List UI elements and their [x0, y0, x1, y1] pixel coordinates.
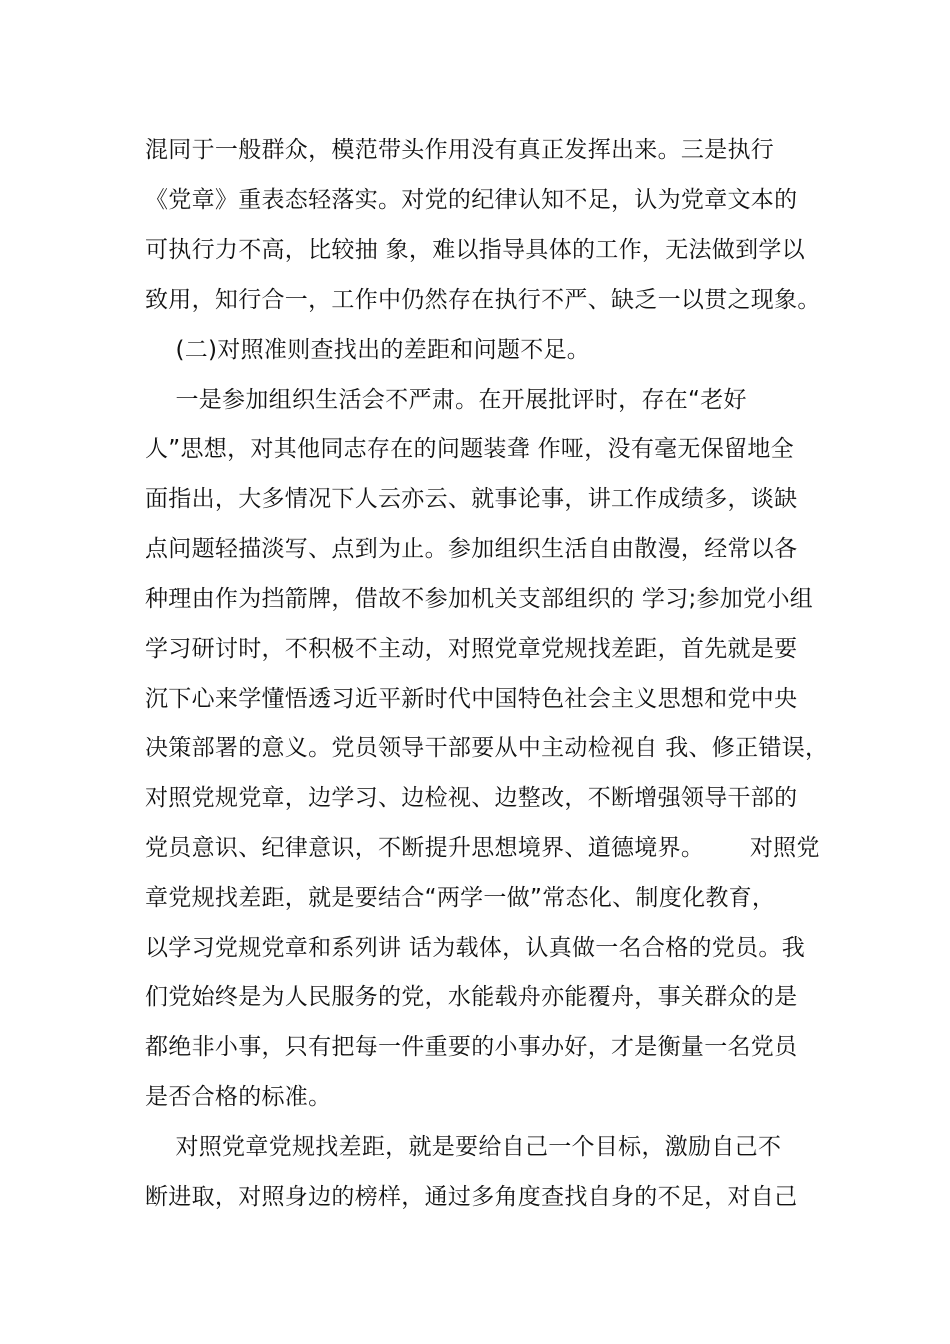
text-line: 以学习党规党章和系列讲 话为载体，认真做一名合格的党员。我 [145, 935, 806, 961]
text-line: 决策部署的意义。党员领导干部要从中主动检视自 我、修正错误， [145, 735, 829, 761]
text-line: 沉下心来学懂悟透习近平新时代中国特色社会主义思想和党中央 [145, 686, 798, 712]
text-line: 们党始终是为人民服务的党，水能载舟亦能覆舟，事关群众的是 [145, 984, 798, 1010]
text-line: 致用，知行合一，工作中仍然存在执行不严、缺乏一以贯之现象。 [145, 287, 821, 313]
text-line: 混同于一般群众，模范带头作用没有真正发挥出来。三是执行 [145, 137, 775, 163]
text-line: 点问题轻描淡写、点到为止。参加组织生活自由散漫，经常以各 [145, 536, 798, 562]
text-line: 对照党章党规找差距，就是要给自己一个目标，激励自己不 [145, 1134, 782, 1160]
text-line: 《党章》重表态轻落实。对党的纪律认知不足，认为党章文本的 [145, 187, 798, 213]
text-line: 人”思想，对其他同志存在的问题装聋 作哑，没有毫无保留地全 [145, 436, 794, 462]
text-line: 对照党规党章，边学习、边检视、边整改，不断增强领导干部的 [145, 785, 798, 811]
section-heading: (二)对照准则查找出的差距和问题不足。 [145, 337, 591, 363]
text-line: 学习研讨时，不积极不主动，对照党章党规找差距，首先就是要 [145, 636, 798, 662]
text-line: 面指出，大多情况下人云亦云、就事论事，讲工作成绩多，谈缺 [145, 486, 798, 512]
text-line: 一是参加组织生活会不严肃。在开展批评时，存在“老好 [145, 387, 747, 413]
text-line: 断进取，对照身边的榜样，通过多角度查找自身的不足，对自己 [145, 1184, 798, 1210]
text-line: 章党规找差距，就是要结合“两学一做”常态化、制度化教育， [145, 885, 776, 911]
text-line: 种理由作为挡箭牌，借故不参加机关支部组织的 学习;参加党小组 [145, 586, 814, 612]
text-line: 是否合格的标准。 [145, 1084, 332, 1110]
text-line: 可执行力不高，比较抽 象，难以指导具体的工作，无法做到学以 [145, 237, 806, 263]
text-line: 党员意识、纪律意识，不断提升思想境界、道德境界。 对照党 [145, 835, 820, 861]
text-line: 都绝非小事，只有把每一件重要的小事办好，才是衡量一名党员 [145, 1034, 798, 1060]
